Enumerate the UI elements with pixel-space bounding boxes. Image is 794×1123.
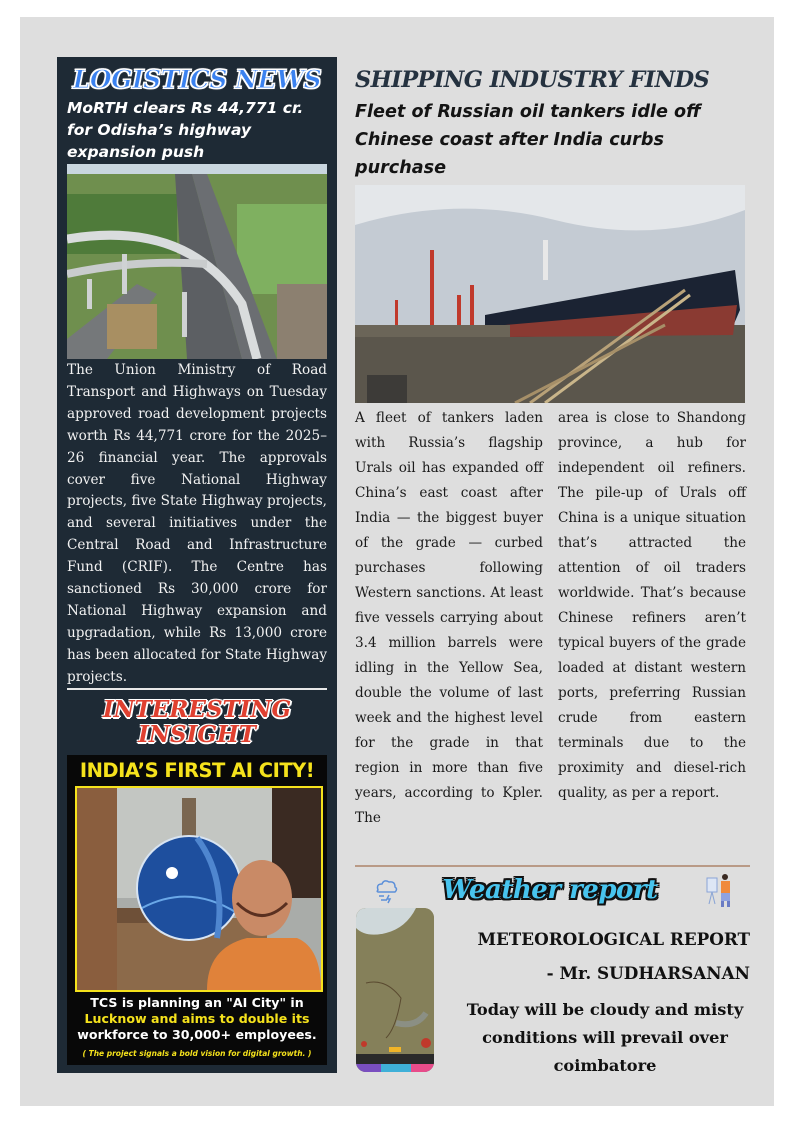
poster-title: INDIA’S FIRST AI CITY! [79,759,315,782]
highway-photo [67,164,327,359]
meteorological-report-title: METEOROLOGICAL REPORT [477,929,750,949]
weather-presenter-icon [705,872,735,908]
tanker-photo [355,185,745,403]
caption-line1: TCS is planning an "AI City" in [90,995,304,1010]
logistics-article-body: The Union Ministry of Road Transport and Highways on Tuesday approved road development projects worth Rs 44,771 crore for the 2025–26 financial year. The approvals cover five National Highway projects, five State Highway projects, and several initiatives under the Central Road and Infrastructure Fund (CRIF). The Centre has sanctioned Rs 30,000 crore for National Highway expansion and upgradation, while Rs 13,000 crore has been allocated for State Highway projects. [67,362,327,685]
logistics-headline: MoRTH clears Rs 44,771 cr. for Odisha’s highway expansion push [67,99,304,161]
shipping-article-column-2: area is close to Shandong province, a hub for independent oil refiners. The pile-up of Urals off China is a unique situation that’s attracted the attention of oil traders worldwide. That’s because Chinese refiners aren’t typical buyers of the grade loaded at distant western ports, preferring Russian crude from eastern terminals due to the proximity and diesel-rich quality, as per a report. [558,410,746,801]
insight-section-title [67,697,327,747]
weather-section-title: Weather report [442,875,658,905]
shipping-section-title: SHIPPING INDUSTRY FINDS [355,67,710,93]
shipping-article-column-1: A fleet of tankers laden with Russia’s flagship Urals oil has expanded off China’s east coast after India — the biggest buyer of the grade — curbed purchases following Western sanctions. At least five vessels carrying about 3.4 million barrels were idling in the Yellow Sea, double the volume of last week and the highest level for the grade in that region in more than five years, according to Kpler. The [355,410,543,826]
ai-city-photo [75,786,323,992]
highway-illustration [67,164,327,359]
tanker-illustration [355,185,745,403]
logistics-column [57,57,337,1073]
ai-city-illustration [77,788,321,990]
poster-caption [67,995,327,1043]
weather-divider [355,865,750,867]
caption-line3: workforce to 30,000+ employees. [77,1027,317,1042]
ai-city-poster [67,755,327,1065]
weather-cloud-rain-icon [372,876,400,904]
poster-note: ( The project signals a bold vision for digital growth. ) [82,1049,312,1058]
weather-radar-map [356,908,434,1072]
section-divider [67,688,327,690]
shipping-headline: Fleet of Russian oil tankers idle off Chinese coast after India curbs purchase [355,102,701,178]
insight-title-line2: INSIGHT [138,721,256,748]
caption-line2: Lucknow and aims to double its [84,1011,310,1026]
weather-forecast: Today will be cloudy and misty conditions will prevail over coimbatore [466,1000,744,1075]
logistics-section-title: LOGISTICS NEWS [72,65,322,94]
insight-title-line1: INTERESTING [102,696,292,723]
report-author: - Mr. SUDHARSANAN [546,963,750,983]
